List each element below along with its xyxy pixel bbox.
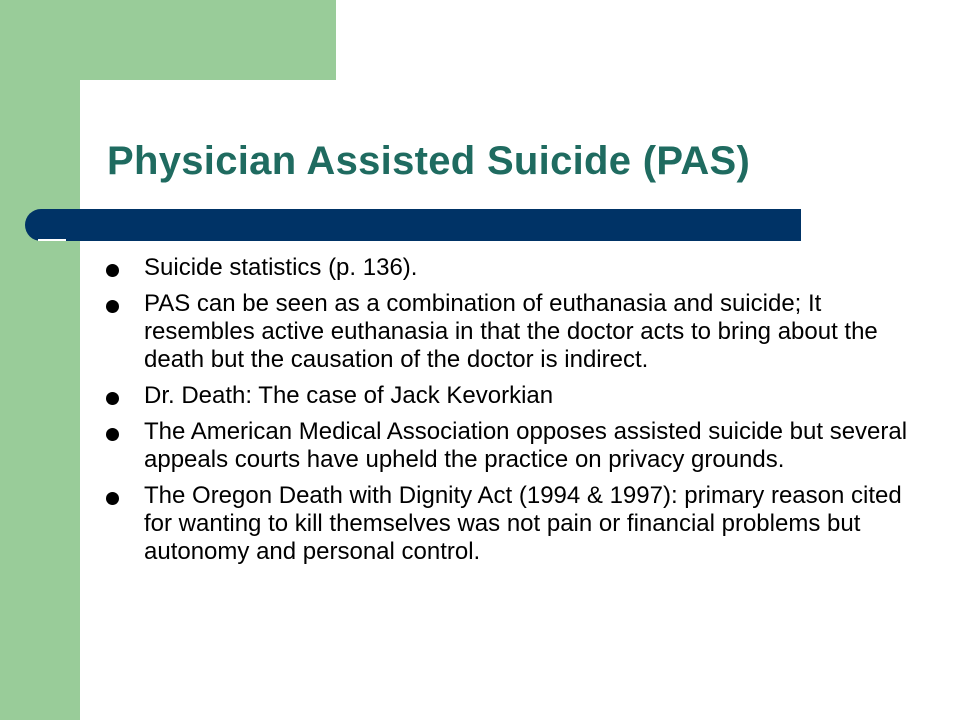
bullet-item — [106, 382, 926, 410]
bullet-item — [106, 290, 926, 374]
bullet-text: The Oregon Death with Dignity Act (1994 & 1997): primary reason cited for wanting to kill themselves was not pain or financial problems but autonomy and personal control. — [144, 482, 902, 565]
bullet-text: The American Medical Association opposes assisted suicide but several appeals courts have upheld the practice on privacy grounds. — [144, 418, 908, 473]
top-green-panel — [0, 0, 336, 80]
bullet-dot-icon — [106, 392, 119, 405]
slide-title: Physician Assisted Suicide (PAS) — [107, 139, 751, 183]
bullet-dot-icon — [106, 264, 119, 277]
bullet-dot-icon — [106, 428, 119, 441]
bullet-list — [106, 254, 926, 574]
left-green-panel — [0, 0, 80, 720]
bullet-text: Dr. Death: The case of Jack Kevorkian — [144, 382, 554, 409]
title-underline-bar — [25, 209, 801, 241]
title-bar-accent — [38, 239, 66, 241]
bullet-item — [106, 418, 926, 474]
bullet-item — [106, 254, 926, 282]
bullet-text: Suicide statistics (p. 136). — [144, 254, 418, 281]
bullet-text: PAS can be seen as a combination of euthanasia and suicide; It resembles active euthanasia in that the doctor acts to bring about the death but the causation of the doctor is indirect. — [144, 290, 878, 373]
bullet-item — [106, 482, 926, 566]
bullet-dot-icon — [106, 492, 119, 505]
bullet-dot-icon — [106, 300, 119, 313]
